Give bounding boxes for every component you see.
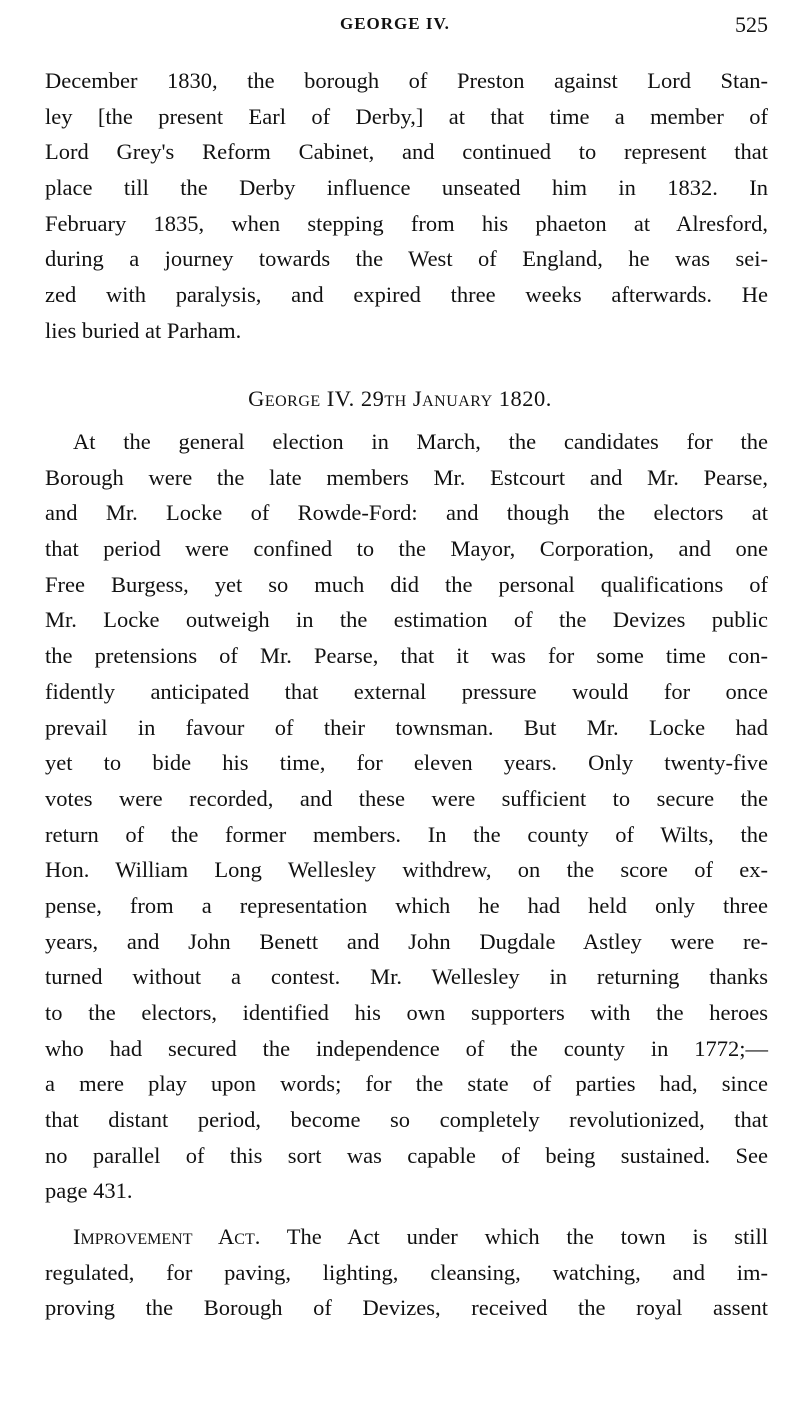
text-line: fidently anticipated that external pressure would for once	[45, 678, 768, 704]
text-line: Borough were the late members Mr. Estcourt and Mr. Pearse,	[45, 464, 768, 490]
text-line: who had secured the independence of the county in 1772;—	[45, 1035, 768, 1061]
text-line: no parallel of this sort was capable of being sustained. See	[45, 1142, 768, 1168]
text-line: Mr. Locke outweigh in the estimation of the Devizes public	[45, 607, 768, 633]
running-head: GEORGE IV.	[340, 14, 450, 33]
page-number: 525	[735, 12, 768, 37]
text-line: pense, from a representation which he had held only three	[45, 892, 768, 918]
text-line: December 1830, the borough of Preston against Lord Stan-	[45, 68, 768, 93]
paragraph-lead-in: Improvement Act.	[73, 1224, 261, 1249]
text-line: turned without a contest. Mr. Wellesley in returning thanks	[45, 964, 768, 990]
text-line: Lord Grey's Reform Cabinet, and continued to represent that	[45, 139, 768, 165]
text-line: and Mr. Locke of Rowde-Ford: and though the electors at	[45, 500, 768, 526]
text-line	[45, 1219, 768, 1255]
paragraph-1	[45, 63, 768, 349]
text-line: At the general election in March, the candidates for the	[73, 429, 768, 454]
text-line: that distant period, become so completely revolutionized, that	[45, 1107, 768, 1133]
text-line: that period were confined to the Mayor, Corporation, and one	[45, 536, 768, 562]
text-line: zed with paralysis, and expired three weeks afterwards. He	[45, 282, 768, 308]
text-line: a mere play upon words; for the state of parties had, since	[45, 1071, 768, 1097]
text-line: return of the former members. In the county of Wilts, the	[45, 821, 768, 847]
section-heading: George IV. 29th January 1820.	[248, 386, 552, 411]
text-line: during a journey towards the West of England, he was sei-	[45, 246, 768, 272]
text-line: yet to bide his time, for eleven years. Only twenty-five	[45, 750, 768, 776]
text-line: place till the Derby influence unseated him in 1832. In	[45, 175, 768, 201]
paragraph-2	[45, 424, 768, 1209]
text-line: lies buried at Parham.	[45, 317, 242, 343]
text-line: page 431.	[45, 1178, 133, 1204]
text-line: votes were recorded, and these were sufficient to secure the	[45, 785, 768, 811]
text-line: February 1835, when stepping from his phaeton at Alresford,	[45, 210, 768, 236]
text-line: to the electors, identified his own supporters with the heroes	[45, 1000, 768, 1025]
text-line: Hon. William Long Wellesley withdrew, on the score of ex-	[45, 857, 768, 883]
text-line-content: The Act under which the town is still	[260, 1224, 768, 1249]
paragraph-3	[45, 1219, 768, 1326]
text-line: Free Burgess, yet so much did the personal qualifications of	[45, 571, 768, 597]
text-line: proving the Borough of Devizes, received the royal assent	[45, 1295, 768, 1321]
text-line: years, and John Benett and John Dugdale Astley were re-	[45, 928, 768, 954]
text-line: the pretensions of Mr. Pearse, that it was for some time con-	[45, 643, 768, 669]
text-line: ley [the present Earl of Derby,] at that time a member of	[45, 103, 768, 129]
text-line: prevail in favour of their townsman. But Mr. Locke had	[45, 714, 768, 740]
text-line: regulated, for paving, lighting, cleansing, watching, and im-	[45, 1259, 768, 1285]
